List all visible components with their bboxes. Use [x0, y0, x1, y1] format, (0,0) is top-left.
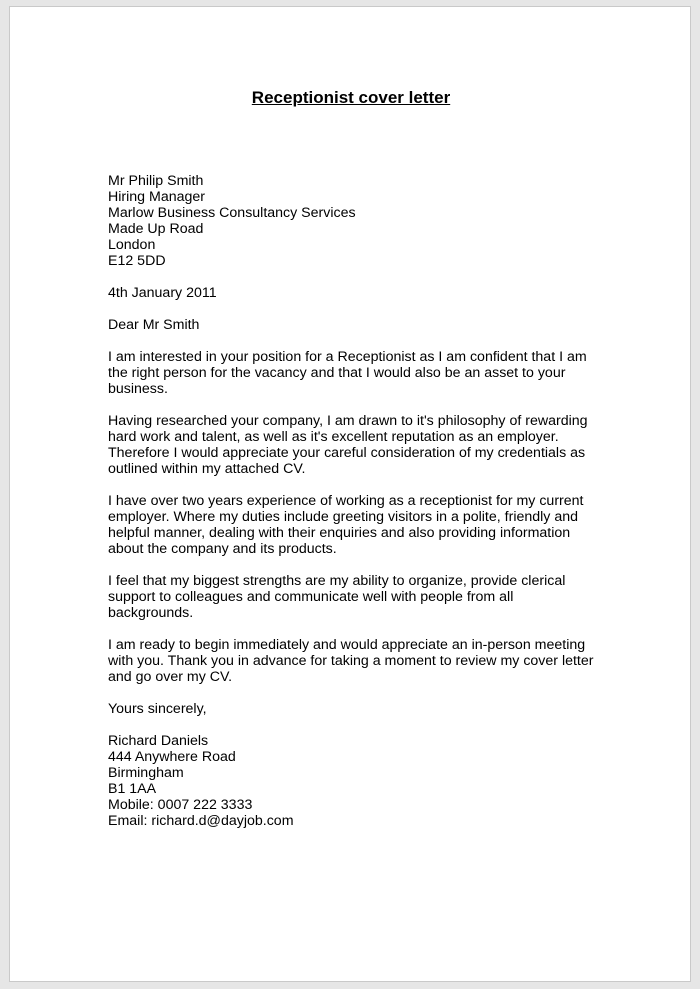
paragraph-line: helpful manner, dealing with their enquiries and also providing information — [108, 525, 571, 541]
closing: Yours sincerely, — [108, 701, 207, 717]
body-paragraph-1 — [108, 349, 598, 397]
recipient-street: Made Up Road — [108, 221, 204, 237]
paragraph-line: business. — [108, 381, 168, 397]
paragraph-line: about the company and its products. — [108, 541, 337, 557]
paragraph-line: employer. Where my duties include greeting visitors in a polite, friendly and — [108, 509, 578, 525]
paragraph-line: the right person for the vacancy and that I would also be an asset to your — [108, 365, 566, 381]
sender-city: Birmingham — [108, 765, 184, 781]
sender-email: Email: richard.d@dayjob.com — [108, 813, 294, 829]
letter-body — [108, 173, 598, 829]
paragraph-line: hard work and talent, as well as it's excellent reputation as an employer. — [108, 429, 559, 445]
paragraph-line: Having researched your company, I am drawn to it's philosophy of rewarding — [108, 413, 588, 429]
paragraph-line: support to colleagues and communicate well with people from all — [108, 589, 514, 605]
recipient-city: London — [108, 237, 156, 253]
paragraph-line: backgrounds. — [108, 605, 194, 621]
paragraph-line: and go over my CV. — [108, 669, 233, 685]
body-paragraph-2 — [108, 413, 598, 477]
closing-block — [108, 701, 598, 717]
paragraph-line: outlined within my attached CV. — [108, 461, 306, 477]
letter-page — [9, 6, 691, 982]
letter-date-block — [108, 285, 598, 301]
salutation-block — [108, 317, 598, 333]
sender-street: 444 Anywhere Road — [108, 749, 236, 765]
paragraph-line: I feel that my biggest strengths are my ability to organize, provide clerical — [108, 573, 566, 589]
paragraph-line: Therefore I would appreciate your careful consideration of my credentials as — [108, 445, 586, 461]
paragraph-line: I am ready to begin immediately and would appreciate an in-person meeting — [108, 637, 586, 653]
body-paragraph-4 — [108, 573, 598, 621]
body-paragraph-5 — [108, 637, 598, 685]
sender-name: Richard Daniels — [108, 733, 209, 749]
paragraph-line: with you. Thank you in advance for taking a moment to review my cover letter — [108, 653, 594, 669]
recipient-title: Hiring Manager — [108, 189, 205, 205]
body-paragraph-3 — [108, 493, 598, 557]
letter-date: 4th January 2011 — [108, 285, 217, 301]
recipient-company: Marlow Business Consultancy Services — [108, 205, 356, 221]
recipient-address-block — [108, 173, 598, 269]
paragraph-line: I am interested in your position for a Receptionist as I am confident that I am — [108, 349, 587, 365]
recipient-postcode: E12 5DD — [108, 253, 166, 269]
recipient-name: Mr Philip Smith — [108, 173, 204, 189]
sender-mobile: Mobile: 0007 222 3333 — [108, 797, 253, 813]
salutation: Dear Mr Smith — [108, 317, 200, 333]
sender-postcode: B1 1AA — [108, 781, 157, 797]
paragraph-line: I have over two years experience of working as a receptionist for my current — [108, 493, 584, 509]
document-title: Receptionist cover letter — [251, 88, 451, 107]
sender-details-block — [108, 733, 598, 829]
